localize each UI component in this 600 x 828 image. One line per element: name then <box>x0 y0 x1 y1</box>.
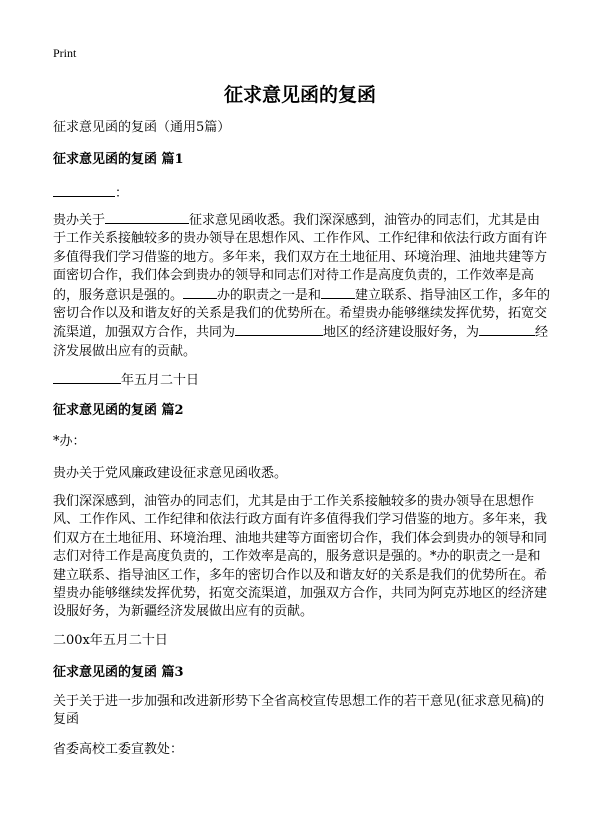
section-3-paragraph-1: 关于关于进一步加强和改进新形势下全省高校宣传思想工作的若干意见(征求意见稿)的复函 <box>53 694 545 728</box>
section-2-paragraph-2: 我们深深感到，油管办的同志们，尤其是由于工作关系接触较多的贵办领导在思想作风、工作作风、工作纪律和依法行政方面有许多值得我们学习借鉴的地方。多年来，我们双方在土地征用、环境治理、油地共建等方面密切合作，我们体会到贵办的领导和同志们对待工作是高度负责的，工作效率是高的，服务意识是强的。*办的职责之一是和建立联系、指导油区工作，多年的密切合作以及和谐友好的关系是我们的优势所在。希望贵办能够继续发挥优势，拓宽交流渠道，加强双方合作，共同为阿克苏地区的经济建设服好务，为新疆经济发展做出应有的贡献。 <box>53 494 548 620</box>
section-2-addressee: *办： <box>53 434 86 449</box>
section-1-addressee <box>53 184 128 203</box>
blank-line <box>105 211 189 224</box>
blank-line <box>53 184 115 197</box>
section-2-date: 二00x年五月二十日 <box>53 633 168 648</box>
section-3-heading: 征求意见函的复函 篇3 <box>53 665 184 680</box>
addressee-colon: ： <box>115 186 129 201</box>
section-3-addressee: 省委高校工委宣教处： <box>53 742 184 757</box>
section-2-heading: 征求意见函的复函 篇2 <box>53 403 184 418</box>
section-1-heading: 征求意见函的复函 篇1 <box>53 152 184 167</box>
section-2-paragraph-1: 贵办关于党风廉政建设征求意见函收悉。 <box>53 466 288 481</box>
date-text: 年五月二十日 <box>121 373 200 388</box>
blank-line <box>183 286 217 299</box>
p1-text-d: 建立联系、指导油区工作，多年的密切合作以及和谐友好的关系是我们的优势所在。希望贵办能够继续发挥优势，拓宽交流渠道，加强双方合作，共同为 <box>53 287 551 341</box>
p1-text-c: 办的职责之一是和 <box>217 287 322 303</box>
p1-text-a: 贵办关于 <box>53 213 106 228</box>
section-1-date <box>53 371 199 390</box>
p1-text-f: 经济发展做出应有的贡献。 <box>53 325 549 359</box>
document-subtitle: 征求意见函的复函（通用5篇） <box>53 120 231 135</box>
blank-line <box>479 323 535 336</box>
p1-text-e: 地区的经济建设服好务，为 <box>323 325 480 341</box>
print-label: Print <box>53 46 77 60</box>
p1-text-b: 征求意见函收悉。我们深深感到，油管办的同志们，尤其是由于工作关系接触较多的贵办领导在思想作风、工作作风、工作纪律和依法行政方面有许多值得我们学习借鉴的地方。多年来，我们双方在土地征用、环境治理、油地共建等方面密切合作，我们体会到贵办的领导和同志们对待工作是高度负责的，工作效率是高的，服务意识是强的。 <box>53 213 548 303</box>
section-1-paragraph <box>53 211 553 361</box>
blank-line <box>53 371 121 384</box>
blank-line <box>235 323 323 336</box>
document-title: 征求意见函的复函 <box>223 84 376 106</box>
blank-line <box>321 286 355 299</box>
